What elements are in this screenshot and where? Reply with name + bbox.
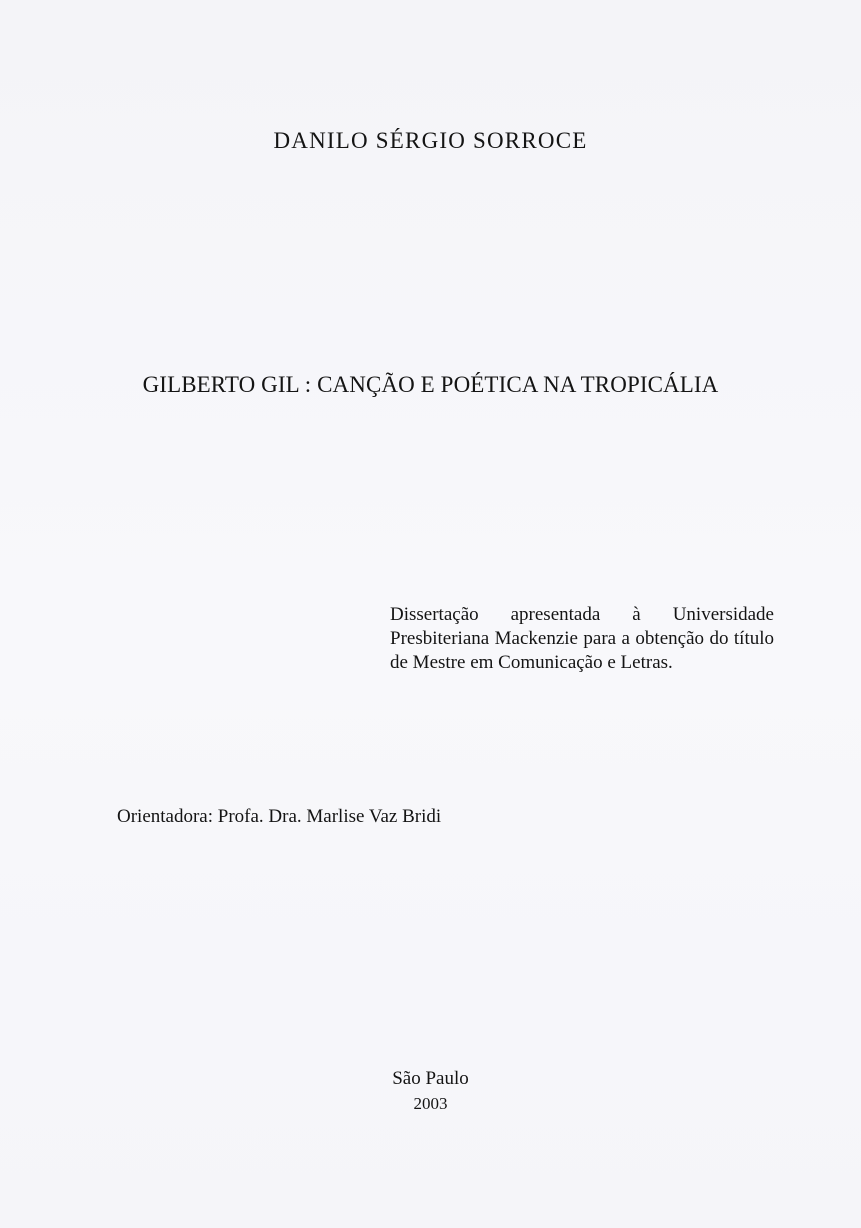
author-name: DANILO SÉRGIO SORROCE: [273, 128, 588, 153]
year: 2003: [413, 1094, 448, 1113]
advisor-line: Orientadora: Profa. Dra. Marlise Vaz Bridi: [117, 806, 442, 827]
dissertation-title: GILBERTO GIL : CANÇÃO E POÉTICA NA TROPICÁLIA: [142, 372, 719, 397]
city: São Paulo: [392, 1068, 469, 1089]
dissertation-description: Dissertação apresentada à Universidade Presbiteriana Mackenzie para a obtenção do título de Mestre em Comunicação e Letras.: [390, 604, 774, 673]
